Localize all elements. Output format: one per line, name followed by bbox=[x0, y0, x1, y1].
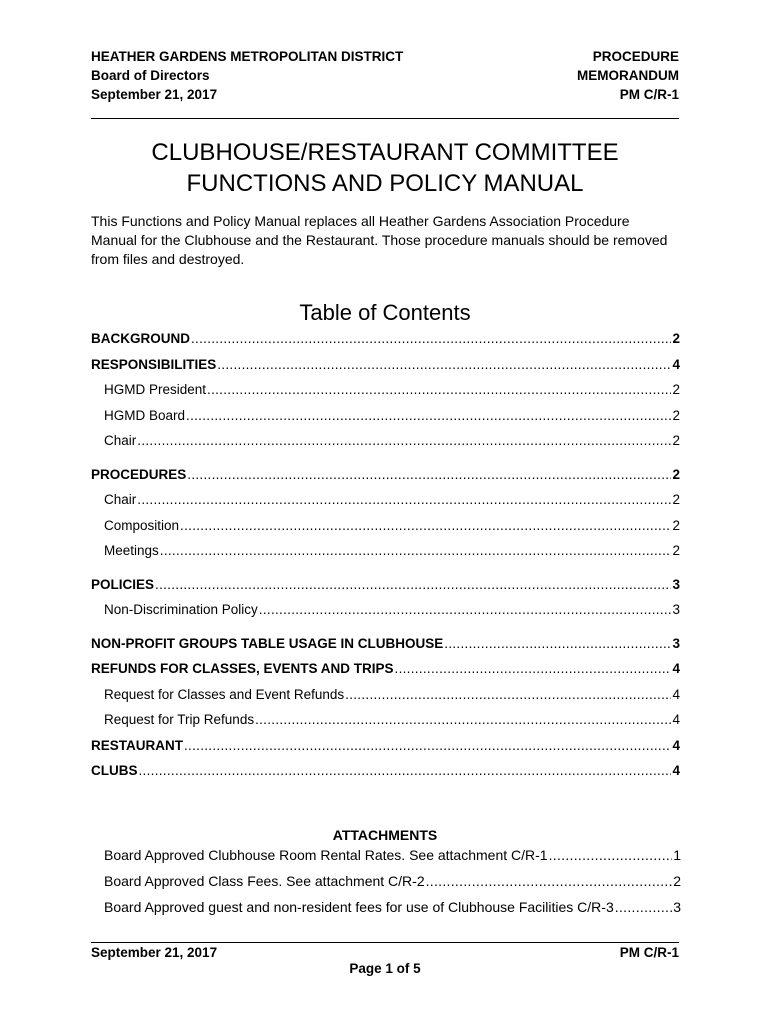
toc-page: 3 bbox=[672, 576, 680, 592]
toc-label: Request for Trip Refunds bbox=[104, 712, 255, 727]
toc-label: REFUNDS FOR CLASSES, EVENTS AND TRIPS bbox=[91, 661, 394, 676]
title-line-1: CLUBHOUSE/RESTAURANT COMMITTEE bbox=[151, 139, 619, 166]
toc-page: 3 bbox=[672, 602, 680, 617]
attachment-class-fees[interactable] bbox=[104, 868, 681, 894]
toc-entry-hgmd-board[interactable] bbox=[91, 403, 680, 429]
toc-page: 2 bbox=[672, 433, 680, 448]
attachment-page: 2 bbox=[673, 873, 681, 889]
toc-entry-hgmd-president[interactable] bbox=[91, 377, 680, 403]
doc-code: PM C/R-1 bbox=[619, 87, 679, 102]
toc-page: 2 bbox=[672, 492, 680, 507]
header-date: September 21, 2017 bbox=[91, 87, 218, 102]
toc-label: Composition bbox=[104, 517, 180, 533]
attachment-room-rental-rates[interactable] bbox=[104, 842, 681, 868]
toc-label: POLICIES bbox=[91, 576, 155, 592]
toc-label: NON-PROFIT GROUPS TABLE USAGE IN CLUBHOUSE bbox=[91, 635, 444, 651]
attachment-label: Board Approved guest and non-resident fees for use of Clubhouse Facilities C/R-3 bbox=[104, 899, 614, 915]
footer-date: September 21, 2017 bbox=[91, 945, 218, 960]
toc-label: PROCEDURES bbox=[91, 466, 187, 482]
toc-page: 3 bbox=[672, 635, 680, 651]
attachment-guest-fees[interactable] bbox=[104, 894, 681, 920]
toc-entry-policies[interactable] bbox=[91, 572, 680, 598]
attachment-page: 1 bbox=[673, 847, 681, 863]
intro-paragraph: This Functions and Policy Manual replaces all Heather Gardens Association Procedure Manual for the Clubhouse and the Restaurant. Those procedure manuals should be removed from files and destroyed. bbox=[91, 213, 668, 267]
attachment-label: Board Approved Clubhouse Room Rental Rates. See attachment C/R-1 bbox=[104, 847, 548, 863]
toc-label: Non-Discrimination Policy bbox=[104, 602, 258, 617]
toc-entry-procedures[interactable] bbox=[91, 462, 680, 488]
toc-entry-background[interactable] bbox=[91, 326, 680, 352]
district-name: HEATHER GARDENS METROPOLITAN DISTRICT bbox=[91, 49, 404, 64]
toc-entry-refunds[interactable] bbox=[91, 656, 680, 682]
toc-label: CLUBS bbox=[91, 763, 138, 778]
toc-page: 2 bbox=[672, 382, 680, 397]
attachment-page: 3 bbox=[673, 899, 681, 915]
header-left-block bbox=[91, 47, 403, 104]
toc-label: BACKGROUND bbox=[91, 331, 190, 346]
toc-page: 4 bbox=[672, 356, 680, 372]
toc-label: Chair bbox=[104, 433, 137, 448]
toc-page: 4 bbox=[672, 661, 680, 676]
toc-entry-responsibilities-chair[interactable] bbox=[91, 428, 680, 454]
toc-entry-class-event-refunds[interactable] bbox=[91, 682, 680, 708]
header-divider bbox=[91, 118, 679, 119]
toc-entry-trip-refunds[interactable] bbox=[91, 707, 680, 733]
attachments-heading: ATTACHMENTS bbox=[332, 827, 438, 843]
toc-label: Request for Classes and Event Refunds bbox=[104, 686, 345, 702]
toc-page: 4 bbox=[672, 737, 680, 753]
toc-heading: Table of Contents bbox=[299, 300, 471, 325]
header-right-block bbox=[577, 47, 679, 104]
toc-page: 2 bbox=[672, 331, 680, 346]
toc-entry-procedures-chair[interactable] bbox=[91, 487, 680, 513]
toc-label: Chair bbox=[104, 492, 137, 507]
toc-label: RESTAURANT bbox=[91, 737, 183, 753]
doc-type-line-1: PROCEDURE bbox=[592, 49, 679, 64]
toc-entry-composition[interactable] bbox=[91, 513, 680, 539]
toc-label: HGMD Board bbox=[104, 407, 186, 423]
attachments-list bbox=[104, 842, 681, 920]
board-name: Board of Directors bbox=[91, 68, 210, 83]
page-number: Page 1 of 5 bbox=[349, 961, 421, 976]
toc-entry-meetings[interactable] bbox=[91, 538, 680, 564]
toc-entry-clubs[interactable] bbox=[91, 758, 680, 784]
toc-page: 4 bbox=[672, 686, 680, 702]
toc-page: 4 bbox=[672, 712, 680, 727]
doc-type-line-2: MEMORANDUM bbox=[577, 68, 679, 83]
footer-doc-code: PM C/R-1 bbox=[619, 945, 679, 960]
toc-entry-non-discrimination[interactable] bbox=[91, 597, 680, 623]
table-of-contents bbox=[91, 326, 680, 784]
footer-divider bbox=[91, 942, 679, 943]
document-title bbox=[91, 137, 679, 199]
toc-page: 2 bbox=[672, 543, 680, 558]
toc-label: RESPONSIBILITIES bbox=[91, 356, 217, 372]
toc-page: 2 bbox=[672, 407, 680, 423]
toc-entry-responsibilities[interactable] bbox=[91, 352, 680, 378]
toc-page: 2 bbox=[672, 517, 680, 533]
toc-label: HGMD President bbox=[104, 382, 207, 397]
toc-page: 2 bbox=[672, 466, 680, 482]
title-line-2: FUNCTIONS AND POLICY MANUAL bbox=[186, 170, 584, 197]
toc-entry-non-profit-groups[interactable] bbox=[91, 631, 680, 657]
toc-label: Meetings bbox=[104, 543, 159, 558]
attachment-label: Board Approved Class Fees. See attachment C/R-2 bbox=[104, 873, 425, 889]
toc-entry-restaurant[interactable] bbox=[91, 733, 680, 759]
toc-page: 4 bbox=[672, 763, 680, 778]
